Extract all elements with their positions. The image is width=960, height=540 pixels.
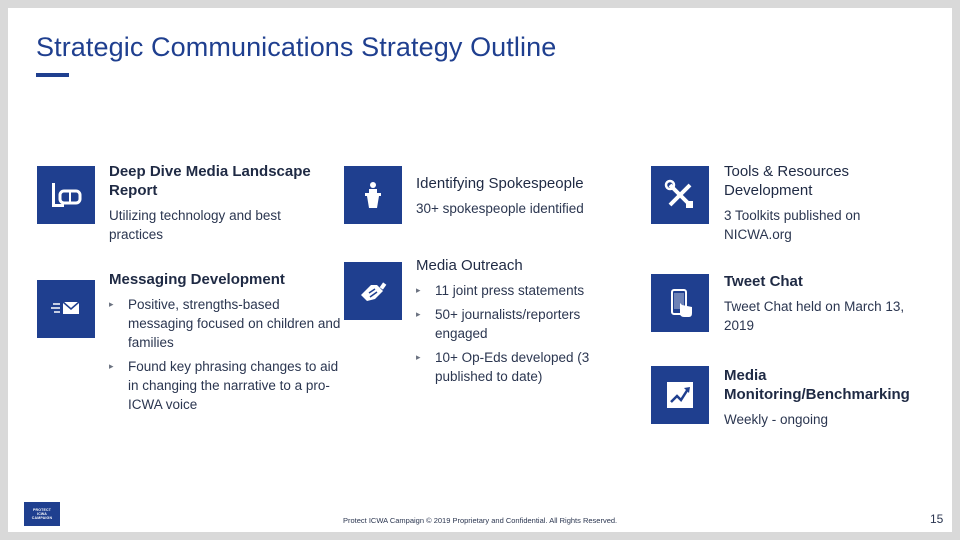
outreach-block xyxy=(416,256,621,391)
spokespeople-block xyxy=(416,174,636,218)
deep-dive-block xyxy=(109,162,329,244)
outreach-heading: Media Outreach xyxy=(416,257,523,274)
deep-dive-heading: Deep Dive Media Landscape Report xyxy=(109,163,311,199)
outreach-bullet: ▸ 10+ Op-Eds developed (3 published to date) xyxy=(416,348,621,386)
spokespeople-heading: Identifying Spokespeople xyxy=(416,175,584,192)
footer-copyright: Protect ICWA Campaign © 2019 Proprietary and Confidential. All Rights Reserved. xyxy=(343,516,618,525)
trend-arrow-icon xyxy=(651,366,709,424)
deep-dive-description: Utilizing technology and best practices xyxy=(109,208,281,242)
logo-line: PROTECT xyxy=(32,508,52,512)
snorkel-mask-icon xyxy=(37,166,95,224)
envelope-send-icon xyxy=(37,280,95,338)
campaign-logo xyxy=(24,502,60,526)
tools-description: 3 Toolkits published on NICWA.org xyxy=(724,208,861,242)
messaging-heading: Messaging Development xyxy=(109,271,285,288)
monitoring-description: Weekly - ongoing xyxy=(724,412,829,427)
messaging-bullets xyxy=(109,295,344,414)
logo-line: ICWA xyxy=(37,512,47,516)
podium-speaker-icon xyxy=(344,166,402,224)
monitoring-heading: Media Monitoring/Benchmarking xyxy=(724,367,910,403)
page-number: 15 xyxy=(930,512,944,526)
outreach-bullet: ▸ 11 joint press statements xyxy=(416,281,621,300)
title-underline xyxy=(36,73,69,77)
messaging-block xyxy=(109,270,344,419)
tweet-chat-block xyxy=(724,272,919,335)
logo-line: CAMPAIGN xyxy=(31,516,53,520)
phone-tap-icon xyxy=(651,274,709,332)
spokespeople-description: 30+ spokespeople identified xyxy=(416,201,584,216)
handshake-icon xyxy=(344,262,402,320)
monitoring-block xyxy=(724,366,939,429)
wrench-screwdriver-icon xyxy=(651,166,709,224)
slide-title: Strategic Communications Strategy Outline xyxy=(36,32,557,62)
outreach-bullet: ▸ 50+ journalists/reporters engaged xyxy=(416,305,621,343)
slide xyxy=(8,8,952,532)
tools-block xyxy=(724,162,914,244)
tweet-chat-heading: Tweet Chat xyxy=(724,273,803,290)
tools-heading: Tools & Resources Development xyxy=(724,163,850,199)
tweet-chat-description: Tweet Chat held on March 13, 2019 xyxy=(724,299,905,333)
outreach-bullets xyxy=(416,281,621,386)
messaging-bullet: ▸ Found key phrasing changes to aid in changing the narrative to a pro-ICWA voice xyxy=(109,357,344,414)
messaging-bullet: ▸ Positive, strengths-based messaging focused on children and families xyxy=(109,295,344,352)
